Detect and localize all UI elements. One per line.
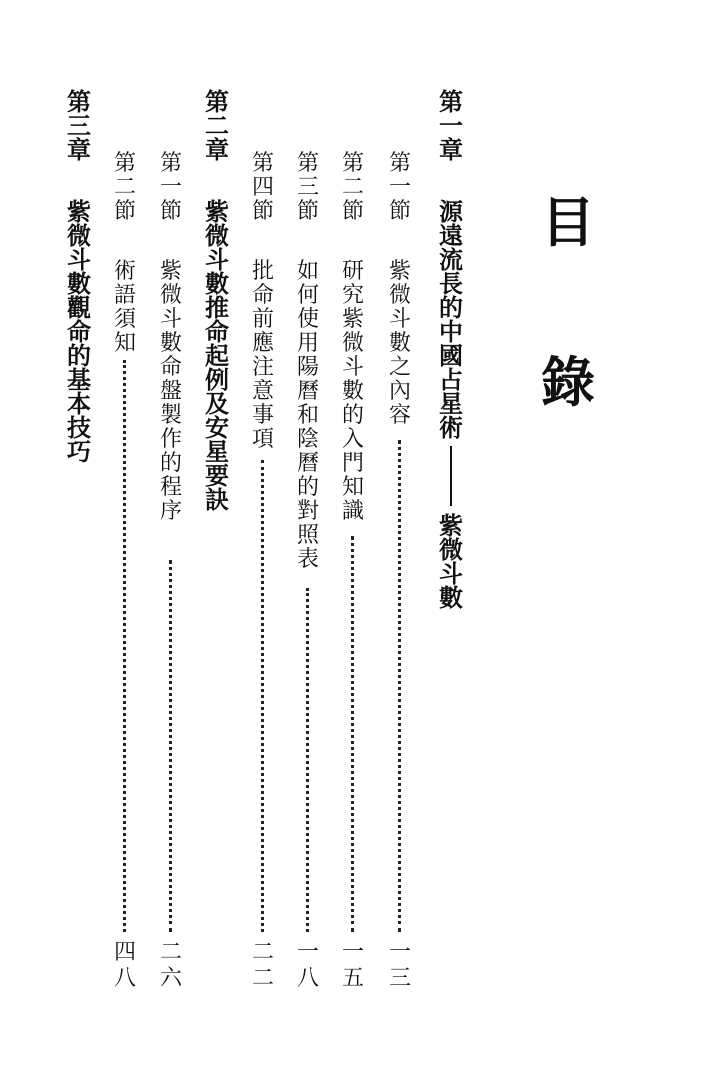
section-2-2-label: 第 二 節	[113, 151, 136, 224]
chapter-3-label: 第 三 章	[67, 88, 91, 164]
chapter-1-title: 源 遠 流 長 的 中 國 占 星 術	[439, 198, 463, 442]
page-title	[538, 190, 598, 414]
section-1-3-label: 第 三 節	[296, 151, 319, 224]
section-1-1-page: 一 三	[388, 940, 411, 991]
section-1-2-label: 第 二 節	[341, 151, 364, 224]
section-1-4-title: 批 命 前 應 注 意 事 項	[251, 259, 274, 452]
chapter-1-subtitle: 紫 微 斗 數	[439, 512, 463, 612]
section-1-3-page: 一 八	[296, 940, 319, 991]
chapter-2-label: 第 二 章	[205, 88, 229, 164]
title-char-1: 目	[541, 190, 595, 254]
section-2-1-title: 紫 微 斗 數 命 盤 製 作 的 程 序	[159, 259, 182, 524]
section-2-2-leader	[123, 360, 126, 932]
section-1-2-leader	[351, 536, 354, 932]
section-1-4-page: 二 二	[251, 940, 274, 991]
section-1-4-leader	[261, 460, 264, 932]
chapter-2-title: 紫 微 斗 數 推 命 起 例 及 安 星 要 訣	[205, 198, 229, 514]
section-1-4-label: 第 四 節	[251, 151, 274, 224]
chapter-1-label: 第 一 章	[439, 88, 463, 164]
section-1-3-leader	[306, 588, 309, 932]
section-2-1-leader	[169, 560, 172, 932]
chapter-3-title: 紫 微 斗 數 觀 命 的 基 本 技 巧	[67, 198, 91, 466]
section-1-3-title: 如 何 使 用 陽 曆 和 陰 曆 的 對 照 表	[296, 259, 319, 572]
section-2-2-page: 四 八	[113, 940, 136, 991]
section-1-2-title: 研 究 紫 微 斗 數 的 入 門 知 識	[341, 259, 364, 524]
section-2-1-page: 二 六	[159, 940, 182, 991]
title-char-2: 錄	[541, 350, 595, 414]
section-1-1-title: 紫 微 斗 數 之 內 容	[388, 259, 411, 428]
section-1-1-leader	[398, 440, 401, 932]
section-1-2-page: 一 五	[341, 940, 364, 991]
section-2-1-label: 第 一 節	[159, 151, 182, 224]
chapter-1-heading	[437, 200, 465, 610]
section-1-1-label: 第 一 節	[388, 151, 411, 224]
section-2-2-title: 術 語 須 知	[113, 259, 136, 356]
chapter-1-dash	[450, 446, 452, 506]
